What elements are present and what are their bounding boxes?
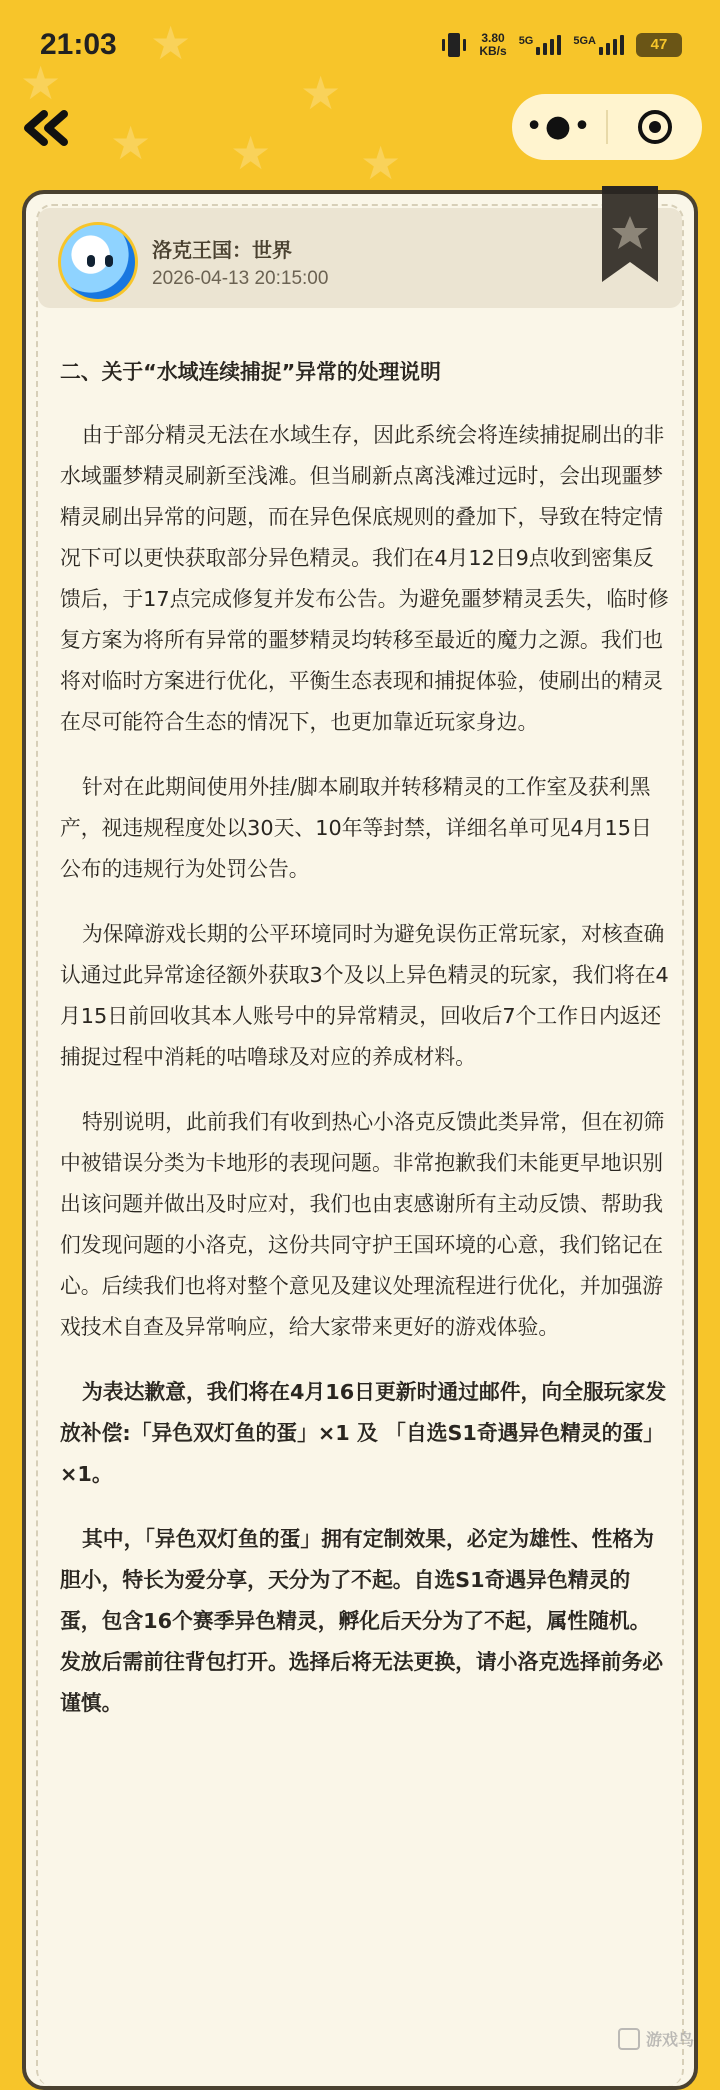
- section-title: 二、关于“水域连续捕捉”异常的处理说明: [60, 360, 441, 384]
- paragraph: 特别说明，此前我们有收到热心小洛克反馈此类异常，但在初筛中被错误分类为卡地形的表现问题。非常抱歉我们未能更早地识别出该问题并做出及时应对，我们也由衷感谢所有主动反馈、帮助我们发现问题的小洛克，这份共同守护王国环境的心意，我们铭记在心。后续我们也将对整个意见及建议处理流程进行优化，并加强游戏技术自查及异常响应，给大家带来更好的游戏体验。: [60, 1110, 665, 1339]
- double-chevron-left-icon[interactable]: [20, 108, 72, 148]
- paragraph: 由于部分精灵无法在水域生存，因此系统会将连续捕捉刷出的非水域噩梦精灵刷新至浅滩。但当刷新点离浅滩过远时，会出现噩梦精灵刷出异常的问题，而在异色保底规则的叠加下，导致在特定情况下可以更快获取部分异色精灵。我们在4月12日9点收到密集反馈后，于17点完成修复并发布公告。为避免噩梦精灵丢失，临时修复方案为将所有异常的噩梦精灵均转移至最近的魔力之源。我们也将对临时方案进行优化，平衡生态表现和捕捉体验，使刷出的精灵在尽可能符合生态的情况下，也更加靠近玩家身边。: [60, 423, 669, 734]
- post-content: [60, 352, 670, 1748]
- compensation-paragraph: 为表达歉意，我们将在4月16日更新时通过邮件，向全服玩家发放补偿:「异色双灯鱼的蛋」×1 及 「自选S1奇遇异色精灵的蛋」×1。: [60, 1380, 667, 1486]
- network1-label: 5G: [518, 35, 534, 47]
- status-time: 21:03: [40, 28, 117, 61]
- post-time: 2026-04-13 20:15:00: [152, 268, 329, 289]
- mini-program-capsule: [512, 94, 702, 160]
- author-name[interactable]: 洛克王国：世界: [152, 238, 292, 262]
- paragraph: 为保障游戏长期的公平环境同时为避免误伤正常玩家，对核查确认通过此异常途径额外获取3个及以上异色精灵的玩家，我们将在4月15日前回收其本人账号中的异常精灵，回收后7个工作日内返还捕捉过程中消耗的咕噜球及对应的养成材料。: [60, 922, 669, 1069]
- speed-unit: KB/s: [479, 44, 507, 58]
- status-icons: [441, 30, 682, 60]
- close-button[interactable]: [608, 94, 702, 160]
- more-button[interactable]: [512, 94, 606, 160]
- watermark-logo-icon: [618, 2028, 640, 2050]
- author-avatar[interactable]: [58, 222, 138, 302]
- more-dots-icon: •●•: [525, 109, 593, 144]
- speed-value: 3.80: [481, 31, 505, 45]
- target-circle-icon: [638, 110, 672, 144]
- network2-label: 5GA: [573, 35, 596, 47]
- vibrate-icon: [441, 30, 467, 60]
- battery-icon: 47: [636, 33, 682, 57]
- network-speed: [479, 32, 506, 58]
- watermark: [618, 2027, 694, 2050]
- paragraph: 针对在此期间使用外挂/脚本刷取并转移精灵的工作室及获利黑产，视违规程度处以30天、10年等封禁，详细名单可见4月15日公布的违规行为处罚公告。: [60, 775, 652, 881]
- bookmark-star-icon[interactable]: [602, 186, 658, 282]
- status-bar: [0, 0, 720, 92]
- compensation-detail-paragraph: 其中，「异色双灯鱼的蛋」拥有定制效果，必定为雄性、性格为胆小，特长为爱分享，天分为了不起。自选S1奇遇异色精灵的蛋，包含16个赛季异色精灵，孵化后天分为了不起，属性随机。发放后需前往背包打开。选择后将无法更换，请小洛克选择前务必谨慎。: [60, 1527, 664, 1715]
- signal-5g-icon: [519, 35, 562, 55]
- post-card: [22, 190, 698, 2090]
- signal-5ga-icon: [573, 35, 624, 55]
- watermark-text: 游戏鸟: [645, 2030, 694, 2049]
